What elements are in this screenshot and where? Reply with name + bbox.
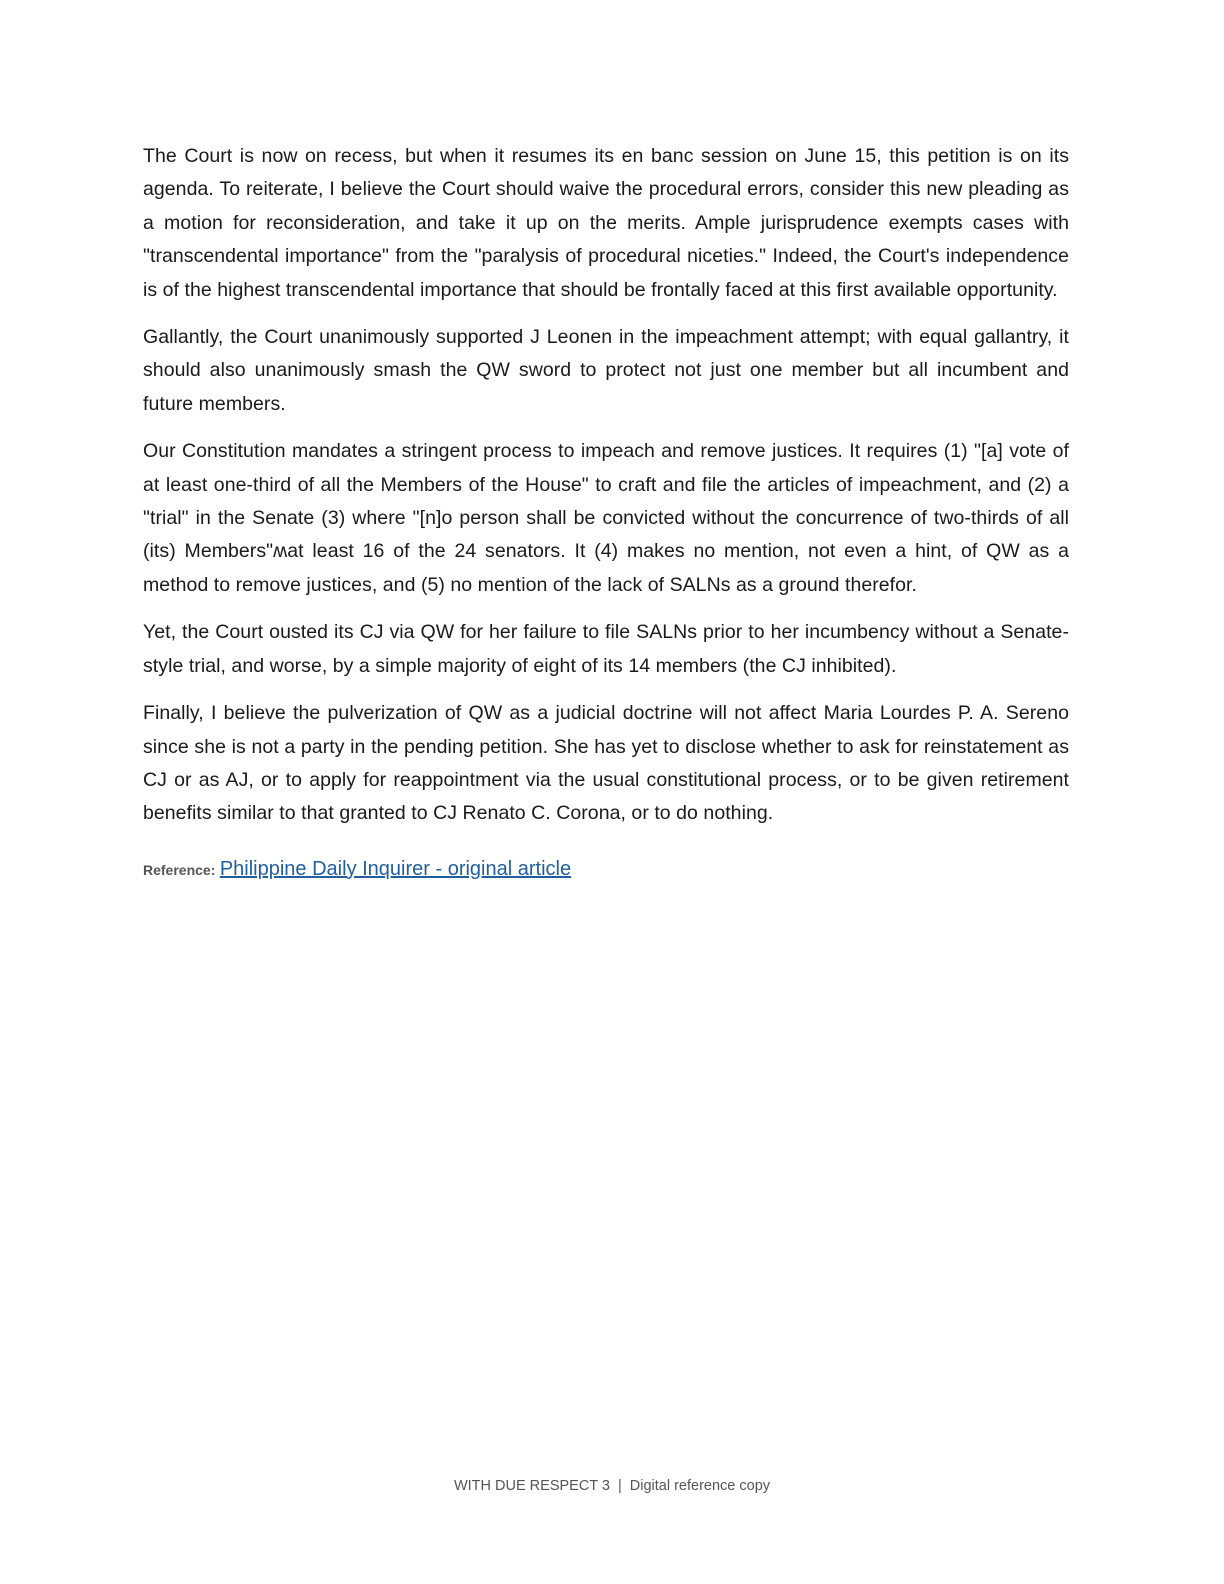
- reference-line: [143, 855, 1069, 885]
- paragraph-constitution: Our Constitution mandates a stringent process to impeach and remove justices. It requires (1) "[a] vote of at least one-third of all the Members of the House" to craft and file the articles of impeachment, and (2) a "trial" in the Senate (3) where "[n]o person shall be convicted without the concurrence of two-thirds of all (its) Members"ʍat least 16 of the 24 senators. It (4) makes no mention, not even a hint, of QW as a method to remove justices, and (5) no mention of the lack of SALNs as a ground therefor.: [143, 440, 1069, 596]
- paragraph-ousted: Yet, the Court ousted its CJ via QW for her failure to file SALNs prior to her incumbency without a Senate-style trial, and worse, by a simple majority of eight of its 14 members (the CJ inhibited).: [143, 621, 1069, 677]
- footer-title: WITH DUE RESPECT 3: [453, 1478, 610, 1494]
- paragraph-recess: The Court is now on recess, but when it resumes its en banc session on June 15, this petition is on its agenda. To reiterate, I believe the Court should waive the procedural errors, consider this new pleading as a motion for reconsideration, and take it up on the merits. Ample jurisprudence exempts cases with "transcendental importance" from the "paralysis of procedural niceties." Indeed, the Court's independence is of the highest transcendental importance that should be frontally faced at this first available opportunity.: [143, 145, 1069, 301]
- document-body: [143, 140, 1069, 885]
- page-footer: [0, 1478, 1224, 1494]
- footer-note: Digital reference copy: [629, 1478, 771, 1494]
- paragraph-finally: Finally, I believe the pulverization of QW as a judicial doctrine will not affect Maria Lourdes P. A. Sereno since she is not a party in the pending petition. She has yet to disclose whether to ask for reinstatement as CJ or as AJ, or to apply for reappointment via the usual constitutional process, or to be given retirement benefits similar to that granted to CJ Renato C. Corona, or to do nothing.: [143, 702, 1069, 825]
- reference-label: Reference:: [143, 861, 216, 878]
- reference-link[interactable]: Philippine Daily Inquirer - original article: [219, 857, 572, 880]
- footer-separator: |: [618, 1478, 622, 1494]
- paragraph-gallantly: Gallantly, the Court unanimously supported J Leonen in the impeachment attempt; with equal gallantry, it should also unanimously smash the QW sword to protect not just one member but all incumbent and future members.: [143, 326, 1069, 415]
